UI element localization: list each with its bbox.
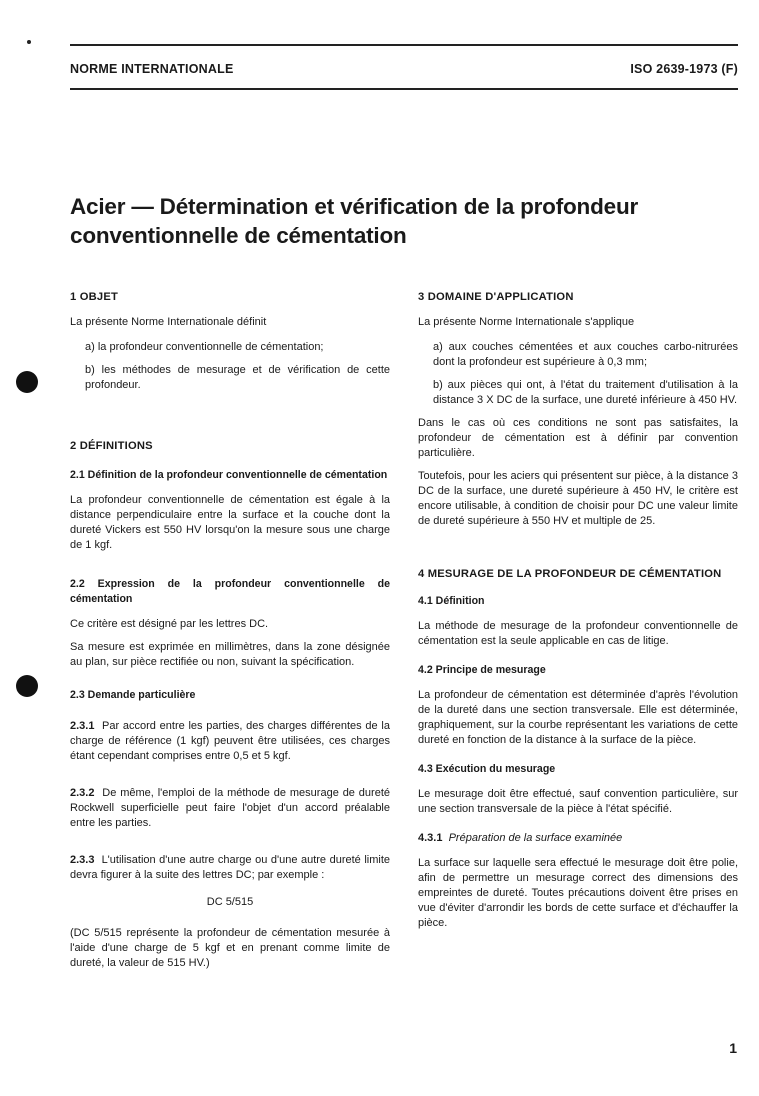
section-4-3-text: Le mesurage doit être effectué, sauf convention particulière, sur une section transversale de la pièce à l'état spécifié. [418,788,738,815]
section-2-3-2-text: De même, l'emploi de la méthode de mesurage de dureté Rockwell superficielle peut faire l'objet d'un accord préalable entre les parties. [70,787,391,829]
section-2-1-text: La profondeur conventionnelle de cémentation est égale à la distance perpendiculaire entre la surface et la couche dont la dureté Vickers est 550 HV lorsqu'on la mesure sous une charge de 1 kgf. [70,494,390,551]
section-4-1-text: La méthode de mesurage de la profondeur conventionnelle de cémentation est la seule applicable en cas de litige. [418,620,738,647]
section-4-3-1-number: 4.3.1 [418,832,443,844]
section-4-heading: 4 MESURAGE DE LA PROFONDEUR DE CÉMENTATION [418,568,722,580]
section-2-3-heading: 2.3 Demande particulière [70,689,196,701]
scan-speck [27,40,31,44]
section-1-heading: 1 OBJET [70,291,119,303]
section-3-intro: La présente Norme Internationale s'applique [418,316,635,328]
section-2-3-3-note: (DC 5/515 représente la profondeur de cémentation mesurée à l'aide d'une charge de 5 kgf et en prenant comme limite de dureté, la valeur de 515 HV.) [70,927,390,969]
section-2-3-2 [70,786,390,831]
section-4-2-text: La profondeur de cémentation est déterminée d'après l'évolution de la dureté dans une section transversale. Elle est déterminée, graphiquement, sur la courbe représentant les variations de cette dureté en fonction de la distance à la surface de la pièce. [418,689,738,746]
section-2-2-para-2: Sa mesure est exprimée en millimètres, dans la zone désignée au plan, sur pièce rectifiée ou non, suivant la spécification. [70,641,390,668]
header-standard-type: NORME INTERNATIONALE [70,62,234,76]
punch-hole-bottom [16,675,38,697]
section-1-item-b: b) les méthodes de mesurage et de vérification de cette profondeur. [85,364,390,391]
section-2-1-heading: 2.1 Définition de la profondeur conventionnelle de cémentation [70,469,388,481]
section-4-3-heading: 4.3 Exécution du mesurage [418,763,556,775]
section-1-intro: La présente Norme Internationale définit [70,316,267,328]
section-2-3-2-number: 2.3.2 [70,787,95,799]
section-4-3-1-title: Préparation de la surface examinée [448,832,623,844]
section-4-1-heading: 4.1 Définition [418,595,485,607]
section-2-3-3-number: 2.3.3 [70,854,95,866]
section-4-2-heading: 4.2 Principe de mesurage [418,664,546,676]
section-2-2-heading: 2.2 Expression de la profondeur conventionnelle de cémentation [70,578,390,605]
section-1-item-a: a) la profondeur conventionnelle de cémentation; [85,341,324,353]
section-2-heading: 2 DÉFINITIONS [70,440,153,452]
section-3-heading: 3 DOMAINE D'APPLICATION [418,291,574,303]
section-2-3-1 [70,719,390,764]
section-2-3-3 [70,853,390,883]
section-3-para-2: Toutefois, pour les aciers qui présentent sur pièce, à la distance 3 DC de la surface, une dureté supérieure à 450 HV, le critère est encore utilisable, à condition de choisir pour DC une valeur limite de dureté supérieure à 550 HV et multiple de 25. [418,470,738,527]
punch-hole-top [16,371,38,393]
section-4-3-1-heading [418,831,738,846]
document-title [70,192,710,250]
header-standard-number: ISO 2639-1973 (F) [630,62,738,76]
section-2-3-1-text: Par accord entre les parties, des charges différentes de la charge de référence (1 kgf) peuvent être utilisées, ces charges étant cependant comprises entre 0,5 et 5 kgf. [70,720,390,762]
section-3-item-b: b) aux pièces qui ont, à l'état du traitement d'utilisation à la distance 3 X DC de la surface, une dureté inférieure à 450 HV. [433,379,738,406]
header-bottom-rule [70,88,738,90]
header-top-rule [70,44,738,46]
section-2-3-3-text: L'utilisation d'une autre charge ou d'une autre dureté limite devra figurer à la suite des lettres DC; par exemple : [70,854,390,881]
left-column [70,282,390,971]
section-3-para-1: Dans le cas où ces conditions ne sont pas satisfaites, la profondeur de cémentation est à définir par convention particulière. [418,417,738,459]
section-2-3-1-number: 2.3.1 [70,720,95,732]
title-line-1: Acier — Détermination et vérification de la profondeur [70,194,639,219]
section-2-2-para-1: Ce critère est désigné par les lettres DC. [70,618,269,630]
section-4-3-1-text: La surface sur laquelle sera effectué le mesurage doit être polie, afin de permettre un mesurage correct des dimensions des empreintes de dureté. Toutes précautions doivent être prises en vue d'éviter d'arrondir les bords de cette surface et d'échauffer la pièce. [418,857,738,929]
title-line-2: conventionnelle de cémentation [70,223,407,248]
right-column [418,282,738,931]
page-number: 1 [729,1040,737,1056]
section-2-3-3-example: DC 5/515 [206,896,254,908]
section-3-item-a: a) aux couches cémentées et aux couches carbo-nitrurées dont la profondeur est supérieure à 0,3 mm; [433,341,738,368]
